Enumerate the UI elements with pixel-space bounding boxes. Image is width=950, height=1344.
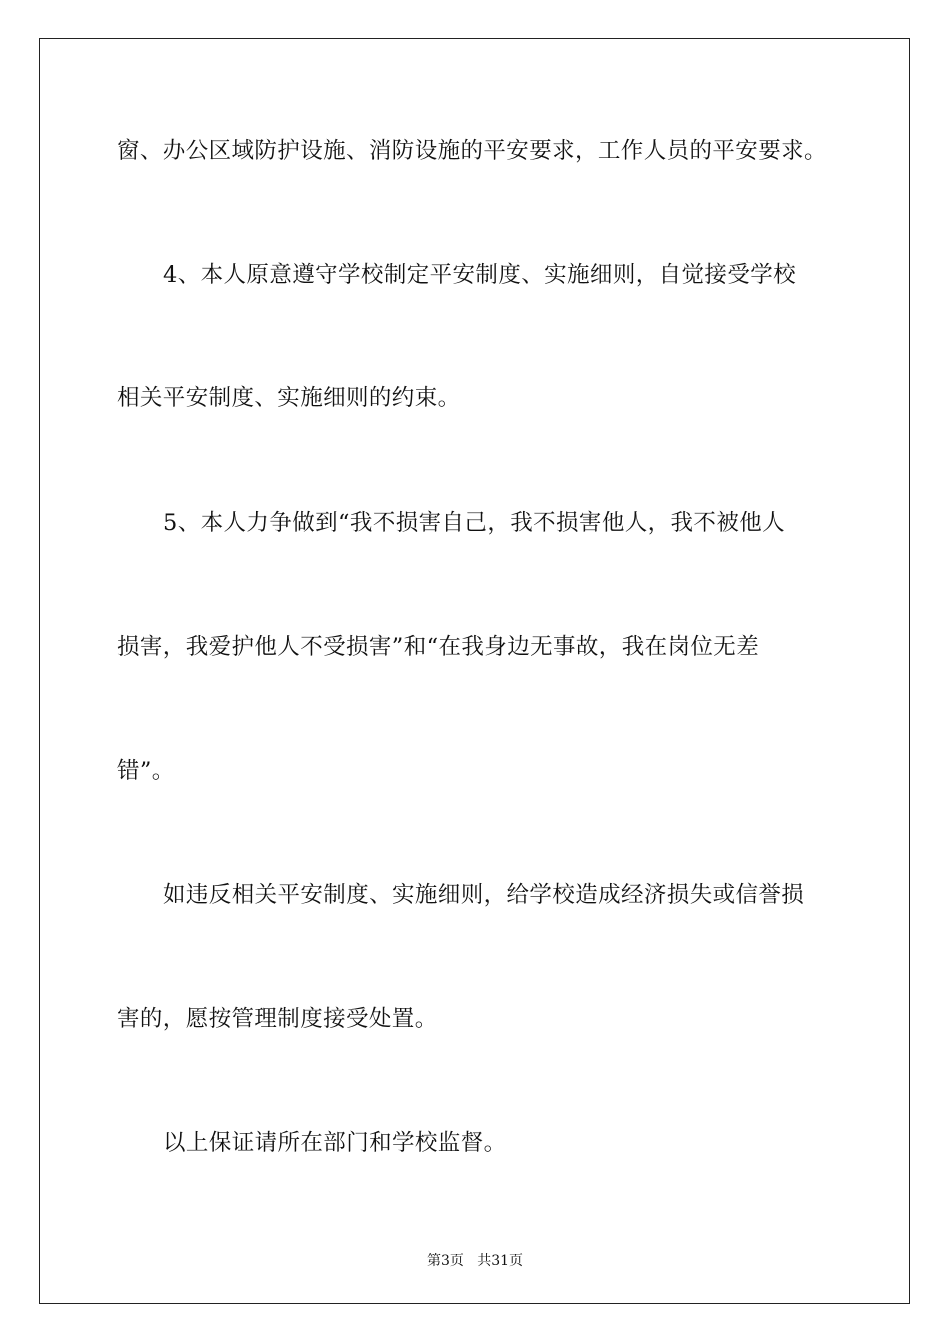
text-line-8: 害的，愿按管理制度接受处置。: [117, 1006, 438, 1032]
text-line-1: 窗、办公区域防护设施、消防设施的平安要求，工作人员的平安要求。: [117, 138, 827, 164]
page-number-footer: 第3页 共31页: [426, 1253, 524, 1269]
page-frame: [39, 38, 910, 1304]
text-line-5: 损害，我爱护他人不受损害”和“在我身边无事故，我在岗位无差: [117, 634, 760, 660]
text-line-7: 如违反相关平安制度、实施细则，给学校造成经济损失或信誉损: [163, 882, 805, 908]
text-line-4: 5、本人力争做到“我不损害自己，我不损害他人，我不被他人: [163, 510, 786, 536]
text-line-2: 4、本人原意遵守学校制定平安制度、实施细则，自觉接受学校: [163, 262, 797, 288]
text-line-6: 错”。: [117, 758, 175, 784]
text-line-3: 相关平安制度、实施细则的约束。: [117, 385, 461, 411]
text-line-9: 以上保证请所在部门和学校监督。: [163, 1130, 507, 1156]
